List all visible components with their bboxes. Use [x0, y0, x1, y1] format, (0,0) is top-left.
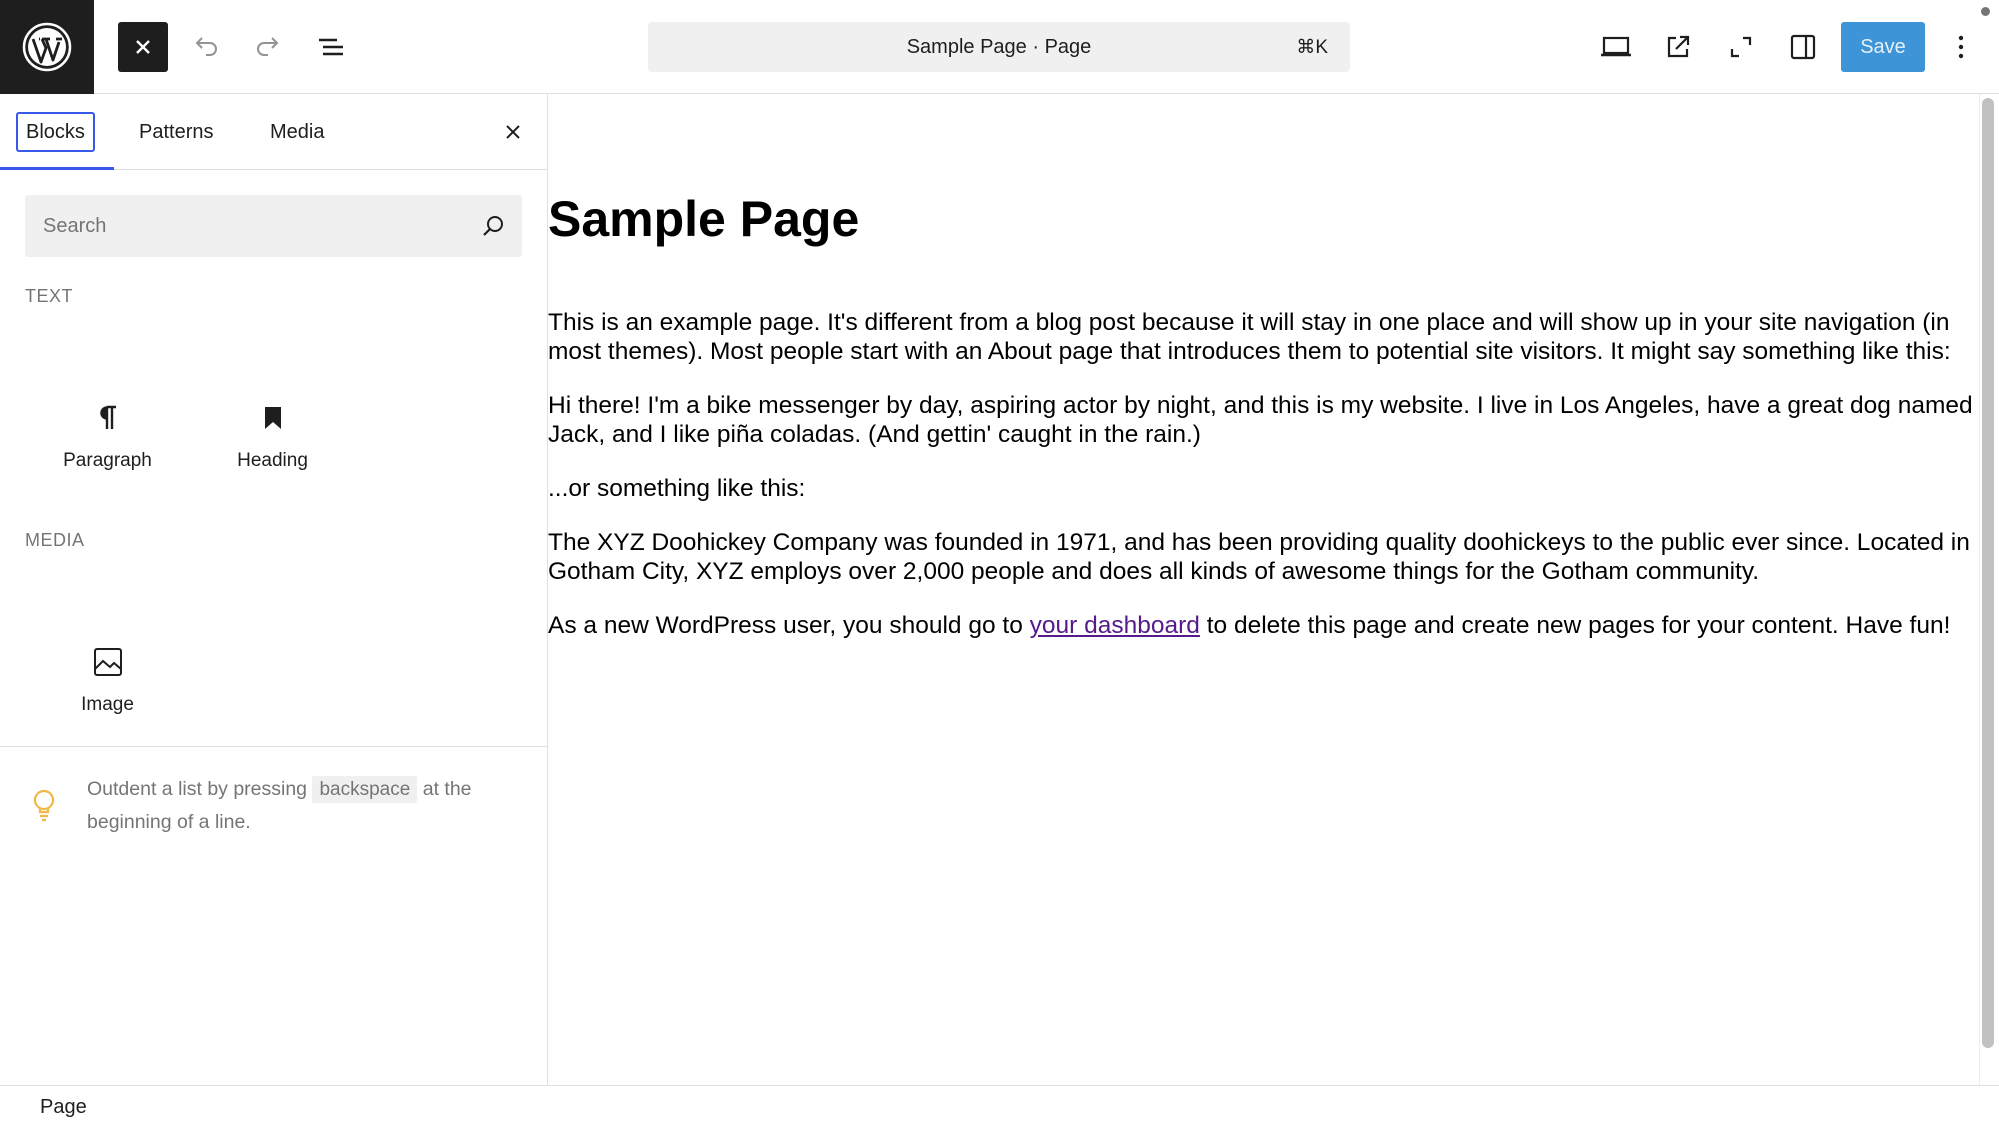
tip-text-before: Outdent a list by pressing: [87, 778, 308, 800]
tab-blocks[interactable]: Blocks: [16, 112, 95, 152]
image-icon: [92, 646, 124, 678]
paragraph-block[interactable]: This is an example page. It's different from a blog post because it will stay in one place and will show up in your site navigation (in most themes). Most people start with an About page that introduces them to potential site visitors. It might say something like this:: [548, 309, 1951, 365]
paragraph-icon: [96, 403, 120, 433]
tip-text-after: at the beginning of a line.: [87, 778, 472, 833]
category-text-label: TEXT: [25, 286, 74, 306]
block-inserter-panel: [0, 94, 548, 1085]
block-label: Heading: [237, 450, 308, 471]
external-link-icon: [1663, 32, 1693, 62]
search-input[interactable]: [25, 195, 522, 257]
save-button[interactable]: Save: [1841, 22, 1925, 72]
desktop-icon: [1600, 34, 1632, 60]
options-menu-button[interactable]: [1936, 22, 1986, 72]
wordpress-logo-icon: [22, 22, 72, 72]
redo-icon: [253, 32, 283, 62]
sidebar-icon: [1788, 32, 1818, 62]
paragraph-text: to delete this page and create new pages for your content. Have fun!: [1206, 612, 1951, 639]
command-shortcut: ⌘K: [1296, 37, 1328, 58]
search-icon[interactable]: [480, 213, 506, 239]
block-label: Paragraph: [63, 450, 152, 471]
close-icon: [503, 122, 523, 142]
close-panel-button[interactable]: [493, 112, 533, 152]
block-heading[interactable]: [190, 364, 355, 484]
fullscreen-icon: [1726, 32, 1756, 62]
page-title[interactable]: Sample Page: [548, 191, 860, 247]
list-view-icon: [315, 32, 347, 62]
block-breadcrumb: [0, 1085, 1999, 1125]
tip-shortcut-key: backspace: [312, 776, 417, 803]
paragraph-block[interactable]: [548, 611, 1973, 640]
block-paragraph[interactable]: [25, 364, 190, 484]
close-inserter-button[interactable]: [118, 22, 168, 72]
paragraph-block[interactable]: ...or something like this:: [548, 475, 806, 502]
fullscreen-button[interactable]: [1716, 22, 1766, 72]
document-overview-button[interactable]: [306, 22, 356, 72]
undo-icon: [191, 32, 221, 62]
paragraph-block[interactable]: The XYZ Doohickey Company was founded in 1971, and has been providing quality doohickeys to the public ever since. Located in Gotham City, XYZ employs over 2,000 people and does all kinds of awesome things for the Gotham community.: [548, 529, 1970, 585]
editor-header: [0, 0, 1999, 94]
more-vertical-icon: [1956, 33, 1966, 61]
block-search: [25, 195, 522, 257]
page-content: [548, 308, 1973, 665]
tip-text: [87, 773, 527, 838]
tab-media[interactable]: Media: [270, 120, 325, 143]
wordpress-logo-button[interactable]: [0, 0, 94, 94]
block-label: Image: [81, 694, 134, 715]
active-tab-indicator: [0, 167, 114, 170]
lightbulb-icon: [30, 787, 58, 823]
close-icon: [133, 37, 153, 57]
editor-canvas[interactable]: [548, 94, 1979, 1085]
undo-button[interactable]: [181, 22, 231, 72]
block-image[interactable]: [25, 608, 190, 728]
scrollbar-thumb[interactable]: [1982, 98, 1994, 1048]
dashboard-link[interactable]: your dashboard: [1029, 612, 1200, 639]
paragraph-block[interactable]: Hi there! I'm a bike messenger by day, aspiring actor by night, and this is my website. I live in Los Angeles, have a great dog named Jack, and I like piña coladas. (And gettin' caught in the rain.): [548, 392, 1973, 448]
category-media-label: MEDIA: [25, 530, 85, 550]
view-page-button[interactable]: [1653, 22, 1703, 72]
paragraph-text: As a new WordPress user, you should go to: [548, 612, 1023, 639]
status-dot: [1981, 7, 1990, 16]
command-palette-button[interactable]: [648, 22, 1350, 72]
heading-icon: [261, 403, 285, 433]
tab-patterns[interactable]: Patterns: [139, 120, 214, 143]
breadcrumb-item-page[interactable]: Page: [40, 1096, 87, 1118]
settings-sidebar-button[interactable]: [1778, 22, 1828, 72]
view-button[interactable]: [1591, 22, 1641, 72]
inserter-tip: [0, 746, 548, 1085]
document-title: Sample Page · Page: [906, 35, 1092, 58]
redo-button[interactable]: [243, 22, 293, 72]
inserter-tabs: [0, 94, 547, 170]
